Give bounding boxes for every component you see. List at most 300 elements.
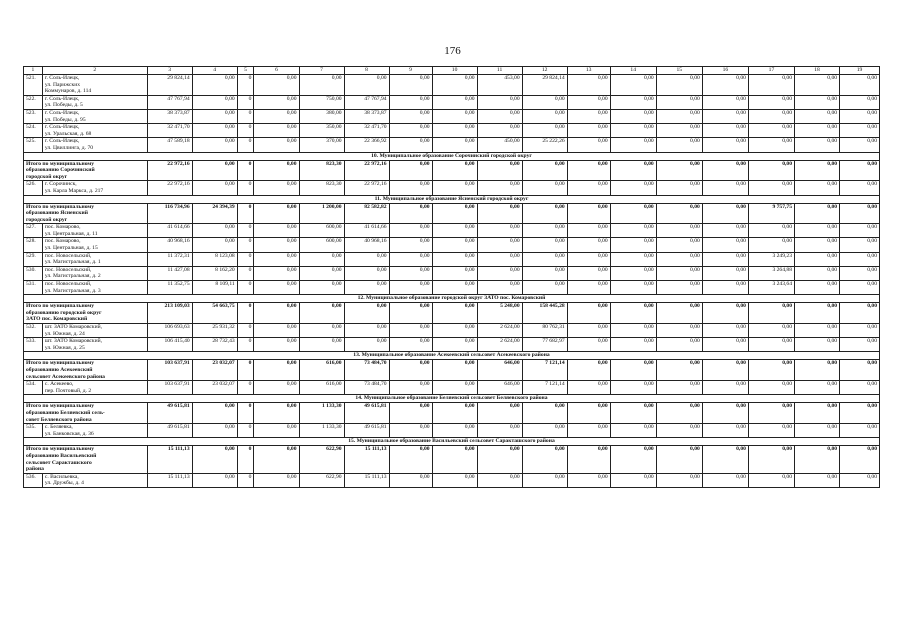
value-cell: 0,00	[299, 252, 344, 266]
total-label	[24, 303, 148, 324]
value-cell: 0,00	[702, 266, 748, 280]
value-cell: 0	[237, 324, 254, 338]
value-cell: 77 682,97	[522, 338, 567, 352]
address-line: ул. Цвиллинга, д. 70	[44, 144, 94, 151]
value-cell: 0,00	[522, 160, 567, 181]
value-cell: 0,00	[748, 338, 794, 352]
value-cell: 0,00	[702, 446, 748, 473]
value-cell: 0,00	[795, 424, 840, 438]
value-cell: 0,00	[567, 181, 610, 195]
value-cell: 0,00	[795, 403, 840, 424]
value-cell: 0,00	[702, 203, 748, 224]
value-cell: 213 109,03	[147, 303, 192, 324]
value-cell: 0,00	[344, 324, 389, 338]
address-line: г. Соль-Илецк,	[44, 124, 80, 131]
value-cell: 0,00	[656, 381, 702, 395]
value-cell: 0,00	[432, 338, 477, 352]
value-cell: 0,00	[389, 403, 432, 424]
value-cell: 15 111,13	[147, 473, 192, 487]
address-cell	[42, 95, 147, 109]
page-number: 176	[444, 45, 461, 57]
value-cell: 0	[237, 338, 254, 352]
value-cell: 0,00	[522, 266, 567, 280]
address-line: ул. Южная, д. 24	[44, 330, 85, 337]
value-cell: 0,00	[432, 473, 477, 487]
value-cell: 0,00	[795, 138, 840, 152]
value-cell: 0,00	[254, 160, 299, 181]
address-line: г. Соль-Илецк,	[44, 75, 80, 81]
value-cell: 0,00	[610, 124, 656, 138]
value-cell: 0,00	[477, 473, 522, 487]
value-cell: 0,00	[389, 424, 432, 438]
value-cell: 0,00	[702, 75, 748, 96]
column-number: 2	[42, 67, 147, 75]
total-label-line: Итого по муниципальному	[26, 446, 95, 453]
value-cell: 0,00	[656, 473, 702, 487]
address-line: ул. Уральская, д. 68	[44, 130, 92, 137]
value-cell: 22 972,16	[147, 160, 192, 181]
value-cell: 0,00	[610, 303, 656, 324]
value-cell: 0,00	[748, 138, 794, 152]
column-number: 11	[477, 67, 522, 75]
value-cell: 0,00	[254, 381, 299, 395]
value-cell: 0,00	[656, 324, 702, 338]
value-cell: 750,00	[299, 95, 344, 109]
value-cell: 1 133,30	[299, 403, 344, 424]
value-cell: 0,00	[192, 238, 237, 252]
value-cell: 0,00	[840, 360, 880, 381]
column-number: 4	[192, 67, 237, 75]
table-row	[24, 281, 880, 295]
value-cell: 49 615,81	[147, 403, 192, 424]
value-cell: 0,00	[389, 338, 432, 352]
value-cell: 3 249,23	[748, 252, 794, 266]
value-cell: 0,00	[254, 424, 299, 438]
address-line: ул. Победы, д. 95	[44, 116, 86, 123]
value-cell: 823,30	[299, 181, 344, 195]
value-cell: 7 121,14	[522, 381, 567, 395]
value-cell: 0,00	[840, 473, 880, 487]
value-cell: 0,00	[702, 381, 748, 395]
table-row	[24, 238, 880, 252]
value-cell: 0,00	[254, 446, 299, 473]
address-line: ул. Карла Маркса, д. 217	[44, 187, 104, 194]
address-line: пос. Новосельский,	[44, 281, 92, 288]
total-label-line: образованию Беляевский сель-	[26, 409, 105, 416]
column-number: 14	[610, 67, 656, 75]
column-number: 6	[254, 67, 299, 75]
value-cell: 0,00	[748, 124, 794, 138]
value-cell: 38 373,87	[344, 109, 389, 123]
value-cell: 0,00	[567, 252, 610, 266]
value-cell: 0,00	[299, 303, 344, 324]
address-line: ул. Магистральная, д. 2	[44, 273, 101, 280]
table-row	[24, 95, 880, 109]
value-cell: 0,00	[840, 338, 880, 352]
table-row	[24, 181, 880, 195]
value-cell: 0,00	[344, 281, 389, 295]
value-cell: 0,00	[522, 446, 567, 473]
table-row	[24, 138, 880, 152]
value-cell: 0,00	[702, 124, 748, 138]
value-cell: 0,00	[748, 360, 794, 381]
value-cell: 0,00	[254, 224, 299, 238]
value-cell: 0,00	[567, 424, 610, 438]
value-cell: 7 121,14	[522, 360, 567, 381]
value-cell: 0,00	[344, 303, 389, 324]
value-cell: 0,00	[702, 252, 748, 266]
value-cell: 0,00	[192, 446, 237, 473]
address-cell	[42, 181, 147, 195]
value-cell: 350,00	[299, 124, 344, 138]
table-row	[24, 75, 880, 96]
value-cell: 0,00	[477, 446, 522, 473]
value-cell: 0,00	[795, 381, 840, 395]
value-cell: 1 133,30	[299, 424, 344, 438]
total-label-line: образованию Асекеевский	[26, 366, 93, 373]
column-number-row	[24, 67, 880, 75]
value-cell: 0,00	[610, 138, 656, 152]
value-cell: 0,00	[656, 446, 702, 473]
value-cell: 0	[237, 203, 254, 224]
value-cell: 0,00	[610, 324, 656, 338]
address-cell	[42, 338, 147, 352]
value-cell: 0	[237, 266, 254, 280]
value-cell: 0,00	[748, 95, 794, 109]
value-cell: 0,00	[610, 446, 656, 473]
value-cell: 370,00	[299, 138, 344, 152]
column-number: 10	[432, 67, 477, 75]
value-cell: 0,00	[795, 224, 840, 238]
value-cell: 0	[237, 446, 254, 473]
section-title: 10. Муниципальное образование Сорочинский городской округ	[24, 152, 880, 160]
column-number: 7	[299, 67, 344, 75]
table-row	[24, 338, 880, 352]
table-body	[24, 67, 880, 488]
value-cell: 0,00	[748, 238, 794, 252]
value-cell: 106 693,63	[147, 324, 192, 338]
table-row	[24, 252, 880, 266]
address-line: с. Васильевка,	[44, 473, 79, 480]
value-cell: 0,00	[389, 446, 432, 473]
row-number: 531.	[24, 281, 43, 295]
value-cell: 73 484,70	[344, 360, 389, 381]
value-cell: 0,00	[702, 138, 748, 152]
value-cell: 450,00	[477, 138, 522, 152]
value-cell: 0,00	[610, 203, 656, 224]
section-row	[24, 195, 880, 203]
value-cell: 0,00	[522, 473, 567, 487]
address-line: г. Соль-Илецк,	[44, 95, 80, 102]
table-row	[24, 224, 880, 238]
value-cell: 0,00	[795, 266, 840, 280]
value-cell: 0,00	[432, 75, 477, 96]
value-cell: 0,00	[389, 109, 432, 123]
value-cell: 0,00	[254, 303, 299, 324]
total-label-line: городской округ	[26, 173, 68, 180]
section-row	[24, 352, 880, 360]
value-cell: 0,00	[656, 281, 702, 295]
value-cell: 0,00	[522, 281, 567, 295]
value-cell: 0,00	[748, 446, 794, 473]
value-cell: 47 767,94	[344, 95, 389, 109]
value-cell: 0,00	[795, 360, 840, 381]
value-cell: 0,00	[299, 281, 344, 295]
address-line: с. Беляевка,	[44, 424, 73, 431]
value-cell: 0,00	[567, 124, 610, 138]
value-cell: 0,00	[610, 252, 656, 266]
value-cell: 0,00	[389, 203, 432, 224]
value-cell: 15 111,13	[344, 446, 389, 473]
value-cell: 0,00	[840, 381, 880, 395]
row-number: 521.	[24, 75, 43, 96]
section-row	[24, 295, 880, 303]
value-cell: 0,00	[795, 181, 840, 195]
total-label-line: образованию Ясненский	[26, 210, 88, 217]
value-cell: 49 615,81	[344, 424, 389, 438]
value-cell: 0,00	[344, 252, 389, 266]
value-cell: 0,00	[795, 75, 840, 96]
value-cell: 0,00	[254, 124, 299, 138]
address-cell	[42, 138, 147, 152]
total-label	[24, 403, 148, 424]
address-line: пос. Комарово,	[44, 238, 81, 245]
address-cell	[42, 381, 147, 395]
value-cell: 0,00	[748, 224, 794, 238]
value-cell: 106 415,40	[147, 338, 192, 352]
value-cell: 11 352,75	[147, 281, 192, 295]
column-number: 16	[702, 67, 748, 75]
address-line: пер. Почтовый, д. 2	[44, 387, 92, 394]
value-cell: 0,00	[254, 473, 299, 487]
value-cell: 41 614,66	[344, 224, 389, 238]
value-cell: 0,00	[702, 109, 748, 123]
value-cell: 0,00	[702, 281, 748, 295]
value-cell: 0,00	[567, 473, 610, 487]
value-cell: 0,00	[840, 160, 880, 181]
value-cell: 0,00	[432, 381, 477, 395]
value-cell: 0,00	[567, 75, 610, 96]
address-line: пос. Комарово,	[44, 224, 81, 231]
value-cell: 0,00	[299, 266, 344, 280]
column-number: 8	[344, 67, 389, 75]
value-cell: 29 824,14	[522, 75, 567, 96]
section-row	[24, 395, 880, 403]
value-cell: 0,00	[840, 124, 880, 138]
value-cell: 0,00	[192, 109, 237, 123]
value-cell: 0,00	[254, 360, 299, 381]
value-cell: 80 762,31	[522, 324, 567, 338]
value-cell: 0,00	[702, 238, 748, 252]
section-row	[24, 152, 880, 160]
address-line: ул. Магистральная, д. 3	[44, 287, 101, 294]
column-number: 1	[24, 67, 43, 75]
value-cell: 0,00	[192, 181, 237, 195]
value-cell: 0,00	[389, 138, 432, 152]
value-cell: 0	[237, 303, 254, 324]
value-cell: 0,00	[432, 303, 477, 324]
table-row	[24, 473, 880, 487]
value-cell: 0,00	[522, 109, 567, 123]
total-label-line: городской округ	[26, 216, 68, 223]
value-cell: 0,00	[389, 252, 432, 266]
total-label-line: Итого по муниципальному	[26, 403, 95, 410]
value-cell: 0,00	[567, 446, 610, 473]
address-cell	[42, 109, 147, 123]
address-line: г. Соль-Илецк,	[44, 109, 80, 116]
value-cell: 0	[237, 360, 254, 381]
value-cell: 0,00	[610, 266, 656, 280]
value-cell: 0,00	[389, 360, 432, 381]
total-row	[24, 446, 880, 473]
section-row	[24, 438, 880, 446]
value-cell: 0	[237, 281, 254, 295]
value-cell: 0,00	[656, 138, 702, 152]
value-cell: 0,00	[477, 252, 522, 266]
value-cell: 0,00	[656, 203, 702, 224]
address-line: ул. Магистральная, д. 1	[44, 259, 101, 266]
value-cell: 0,00	[567, 238, 610, 252]
address-cell	[42, 252, 147, 266]
value-cell: 0,00	[477, 403, 522, 424]
address-line: ул. Победы, д. 5	[44, 102, 83, 109]
value-cell: 22 972,16	[147, 181, 192, 195]
table-row	[24, 381, 880, 395]
value-cell: 0	[237, 252, 254, 266]
value-cell: 0,00	[254, 95, 299, 109]
value-cell: 0,00	[344, 75, 389, 96]
value-cell: 0,00	[656, 224, 702, 238]
value-cell: 0,00	[795, 238, 840, 252]
value-cell: 0,00	[656, 252, 702, 266]
total-label	[24, 203, 148, 224]
value-cell: 0,00	[389, 224, 432, 238]
address-cell	[42, 473, 147, 487]
value-cell: 0,00	[567, 338, 610, 352]
value-cell: 0,00	[477, 160, 522, 181]
value-cell: 0,00	[795, 473, 840, 487]
value-cell: 0,00	[477, 224, 522, 238]
value-cell: 32 471,70	[147, 124, 192, 138]
value-cell: 0,00	[299, 75, 344, 96]
value-cell: 0,00	[610, 473, 656, 487]
value-cell: 0,00	[795, 203, 840, 224]
value-cell: 0,00	[389, 124, 432, 138]
value-cell: 8 123,08	[192, 252, 237, 266]
address-cell	[42, 324, 147, 338]
value-cell: 0,00	[192, 403, 237, 424]
value-cell: 0,00	[656, 238, 702, 252]
value-cell: 24 394,39	[192, 203, 237, 224]
value-cell: 0,00	[795, 95, 840, 109]
value-cell: 0	[237, 124, 254, 138]
value-cell: 0,00	[840, 403, 880, 424]
value-cell: 0,00	[610, 281, 656, 295]
value-cell: 23 032,07	[192, 381, 237, 395]
value-cell: 23 032,07	[192, 360, 237, 381]
value-cell: 0	[237, 224, 254, 238]
value-cell: 0,00	[522, 203, 567, 224]
value-cell: 49 615,81	[147, 424, 192, 438]
value-cell: 646,00	[477, 381, 522, 395]
row-number: 535.	[24, 424, 43, 438]
value-cell: 0	[237, 381, 254, 395]
column-number: 9	[389, 67, 432, 75]
value-cell: 0,00	[432, 446, 477, 473]
value-cell: 0,00	[702, 160, 748, 181]
value-cell: 0,00	[567, 138, 610, 152]
value-cell: 0,00	[748, 75, 794, 96]
section-title: 11. Муниципальное образование Ясненский городской округ	[24, 195, 880, 203]
total-label-line: сельсовет Саракташского	[26, 459, 92, 466]
total-label-line: совет Беляевского района	[26, 416, 92, 423]
value-cell: 0,00	[656, 266, 702, 280]
value-cell: 0,00	[840, 75, 880, 96]
value-cell: 5 248,00	[477, 303, 522, 324]
row-number: 524.	[24, 124, 43, 138]
total-label	[24, 360, 148, 381]
total-row	[24, 203, 880, 224]
value-cell: 0,00	[795, 160, 840, 181]
value-cell: 0	[237, 403, 254, 424]
value-cell: 0,00	[477, 424, 522, 438]
value-cell: 0,00	[254, 338, 299, 352]
value-cell: 0,00	[795, 324, 840, 338]
row-number: 522.	[24, 95, 43, 109]
section-title: 14. Муниципальное образование Беляевский сельсовет Беляевского района	[24, 395, 880, 403]
value-cell: 0,00	[254, 403, 299, 424]
value-cell: 11 372,31	[147, 252, 192, 266]
value-cell: 0,00	[567, 381, 610, 395]
value-cell: 29 824,14	[147, 75, 192, 96]
value-cell: 40 968,16	[344, 238, 389, 252]
value-cell: 73 484,70	[344, 381, 389, 395]
value-cell: 0,00	[656, 181, 702, 195]
value-cell: 1 200,00	[299, 203, 344, 224]
value-cell: 0,00	[299, 324, 344, 338]
total-label-line: Итого по муниципальному	[26, 160, 95, 167]
value-cell: 0,00	[840, 238, 880, 252]
value-cell: 0,00	[432, 324, 477, 338]
value-cell: 0,00	[299, 338, 344, 352]
column-number: 15	[656, 67, 702, 75]
value-cell: 0,00	[840, 224, 880, 238]
column-number: 18	[795, 67, 840, 75]
value-cell: 0,00	[254, 324, 299, 338]
value-cell: 616,00	[299, 360, 344, 381]
row-number: 528.	[24, 238, 43, 252]
address-cell	[42, 75, 147, 96]
value-cell: 0,00	[432, 224, 477, 238]
value-cell: 0,00	[389, 473, 432, 487]
value-cell: 622,90	[299, 473, 344, 487]
value-cell: 0,00	[254, 109, 299, 123]
value-cell: 0,00	[432, 403, 477, 424]
value-cell: 0,00	[748, 381, 794, 395]
value-cell: 0,00	[795, 109, 840, 123]
address-cell	[42, 266, 147, 280]
value-cell: 0,00	[432, 95, 477, 109]
value-cell: 0,00	[432, 138, 477, 152]
value-cell: 0,00	[344, 338, 389, 352]
value-cell: 0,00	[389, 303, 432, 324]
value-cell: 0,00	[254, 138, 299, 152]
value-cell: 0,00	[432, 424, 477, 438]
value-cell: 0,00	[522, 95, 567, 109]
value-cell: 0,00	[610, 224, 656, 238]
column-number: 12	[522, 67, 567, 75]
data-table	[23, 66, 880, 488]
